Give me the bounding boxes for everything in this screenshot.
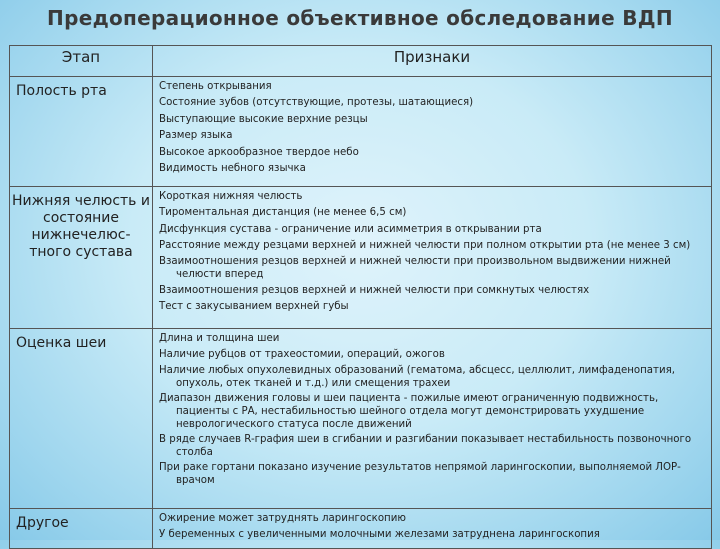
sign-item: В ряде случаев R-графия шеи в сгибании и разгибании показывает нестабильность позвоночного столба (159, 433, 692, 458)
row-stage: Оценка шеи (10, 329, 153, 509)
table-row (10, 509, 712, 549)
sign-item: У беременных с увеличенными молочными железами затруднена ларингоскопия (159, 529, 600, 541)
header-stage: Этап (10, 46, 153, 77)
sign-item: Длина и толщина шеи (159, 333, 280, 344)
row-signs (153, 329, 712, 509)
row-signs (153, 77, 712, 187)
sign-item: Размер языка (159, 130, 233, 142)
sign-item: Выступающие высокие верхние резцы (159, 113, 368, 125)
sign-item: Дисфункция сустава - ограничение или асимметрия в открывании рта (159, 223, 542, 235)
sign-item: Короткая нижняя челюсть (159, 191, 303, 202)
sign-item: Состояние зубов (отсутствующие, протезы, шатающиеся) (159, 97, 474, 109)
table-row (10, 329, 712, 509)
sign-item: Взаимоотношения резцов верхней и нижней челюсти при произвольном выдвижении нижней челюсти вперед (159, 255, 671, 280)
table-row (10, 187, 712, 329)
row-stage: Другое (10, 509, 153, 549)
row-signs (153, 187, 712, 329)
sign-item: Видимость небного язычка (159, 163, 306, 175)
table-header-row (10, 46, 712, 77)
row-stage: Полость рта (10, 77, 153, 187)
page-title: Предоперационное объективное обследование ВДП (47, 6, 673, 30)
sign-item: Взаимоотношения резцов верхней и нижней челюсти при сомкнутых челюстях (159, 284, 590, 296)
row-stage: Нижняя челюсть и состояние нижнечелюс-тного сустава (10, 187, 153, 329)
sign-item: Степень открывания (159, 81, 272, 92)
sign-item: Тест с закусыванием верхней губы (159, 301, 349, 313)
sign-item: Расстояние между резцами верхней и нижней челюсти при полном открытии рта (не менее 3 см) (159, 240, 691, 252)
sign-item: Ожирение может затруднять ларингоскопию (159, 513, 406, 524)
sign-item: Диапазон движения головы и шеи пациента - пожилые имеют ограниченную подвижность, пациенты с РА, нестабильностью шейного отдела могут демонстрировать ухудшение неврологического статуса после движений (159, 392, 659, 430)
row-signs (153, 509, 712, 549)
exam-table (9, 45, 712, 549)
sign-item: Тироментальная дистанция (не менее 6,5 см) (159, 207, 407, 219)
sign-item: Наличие рубцов от трахеостомии, операций, ожогов (159, 349, 445, 361)
header-signs: Признаки (153, 46, 712, 77)
sign-item: Наличие любых опухолевидных образований (гематома, абсцесс, целлюлит, лимфаденопатия, опухоль, отек тканей и т.д.) или смещения трахеи (159, 364, 675, 389)
sign-item: При раке гортани показано изучение результатов непрямой ларингоскопии, выполняемой ЛОР-врачом (159, 461, 681, 486)
sign-item: Высокое аркообразное твердое небо (159, 146, 359, 158)
table-row (10, 77, 712, 187)
